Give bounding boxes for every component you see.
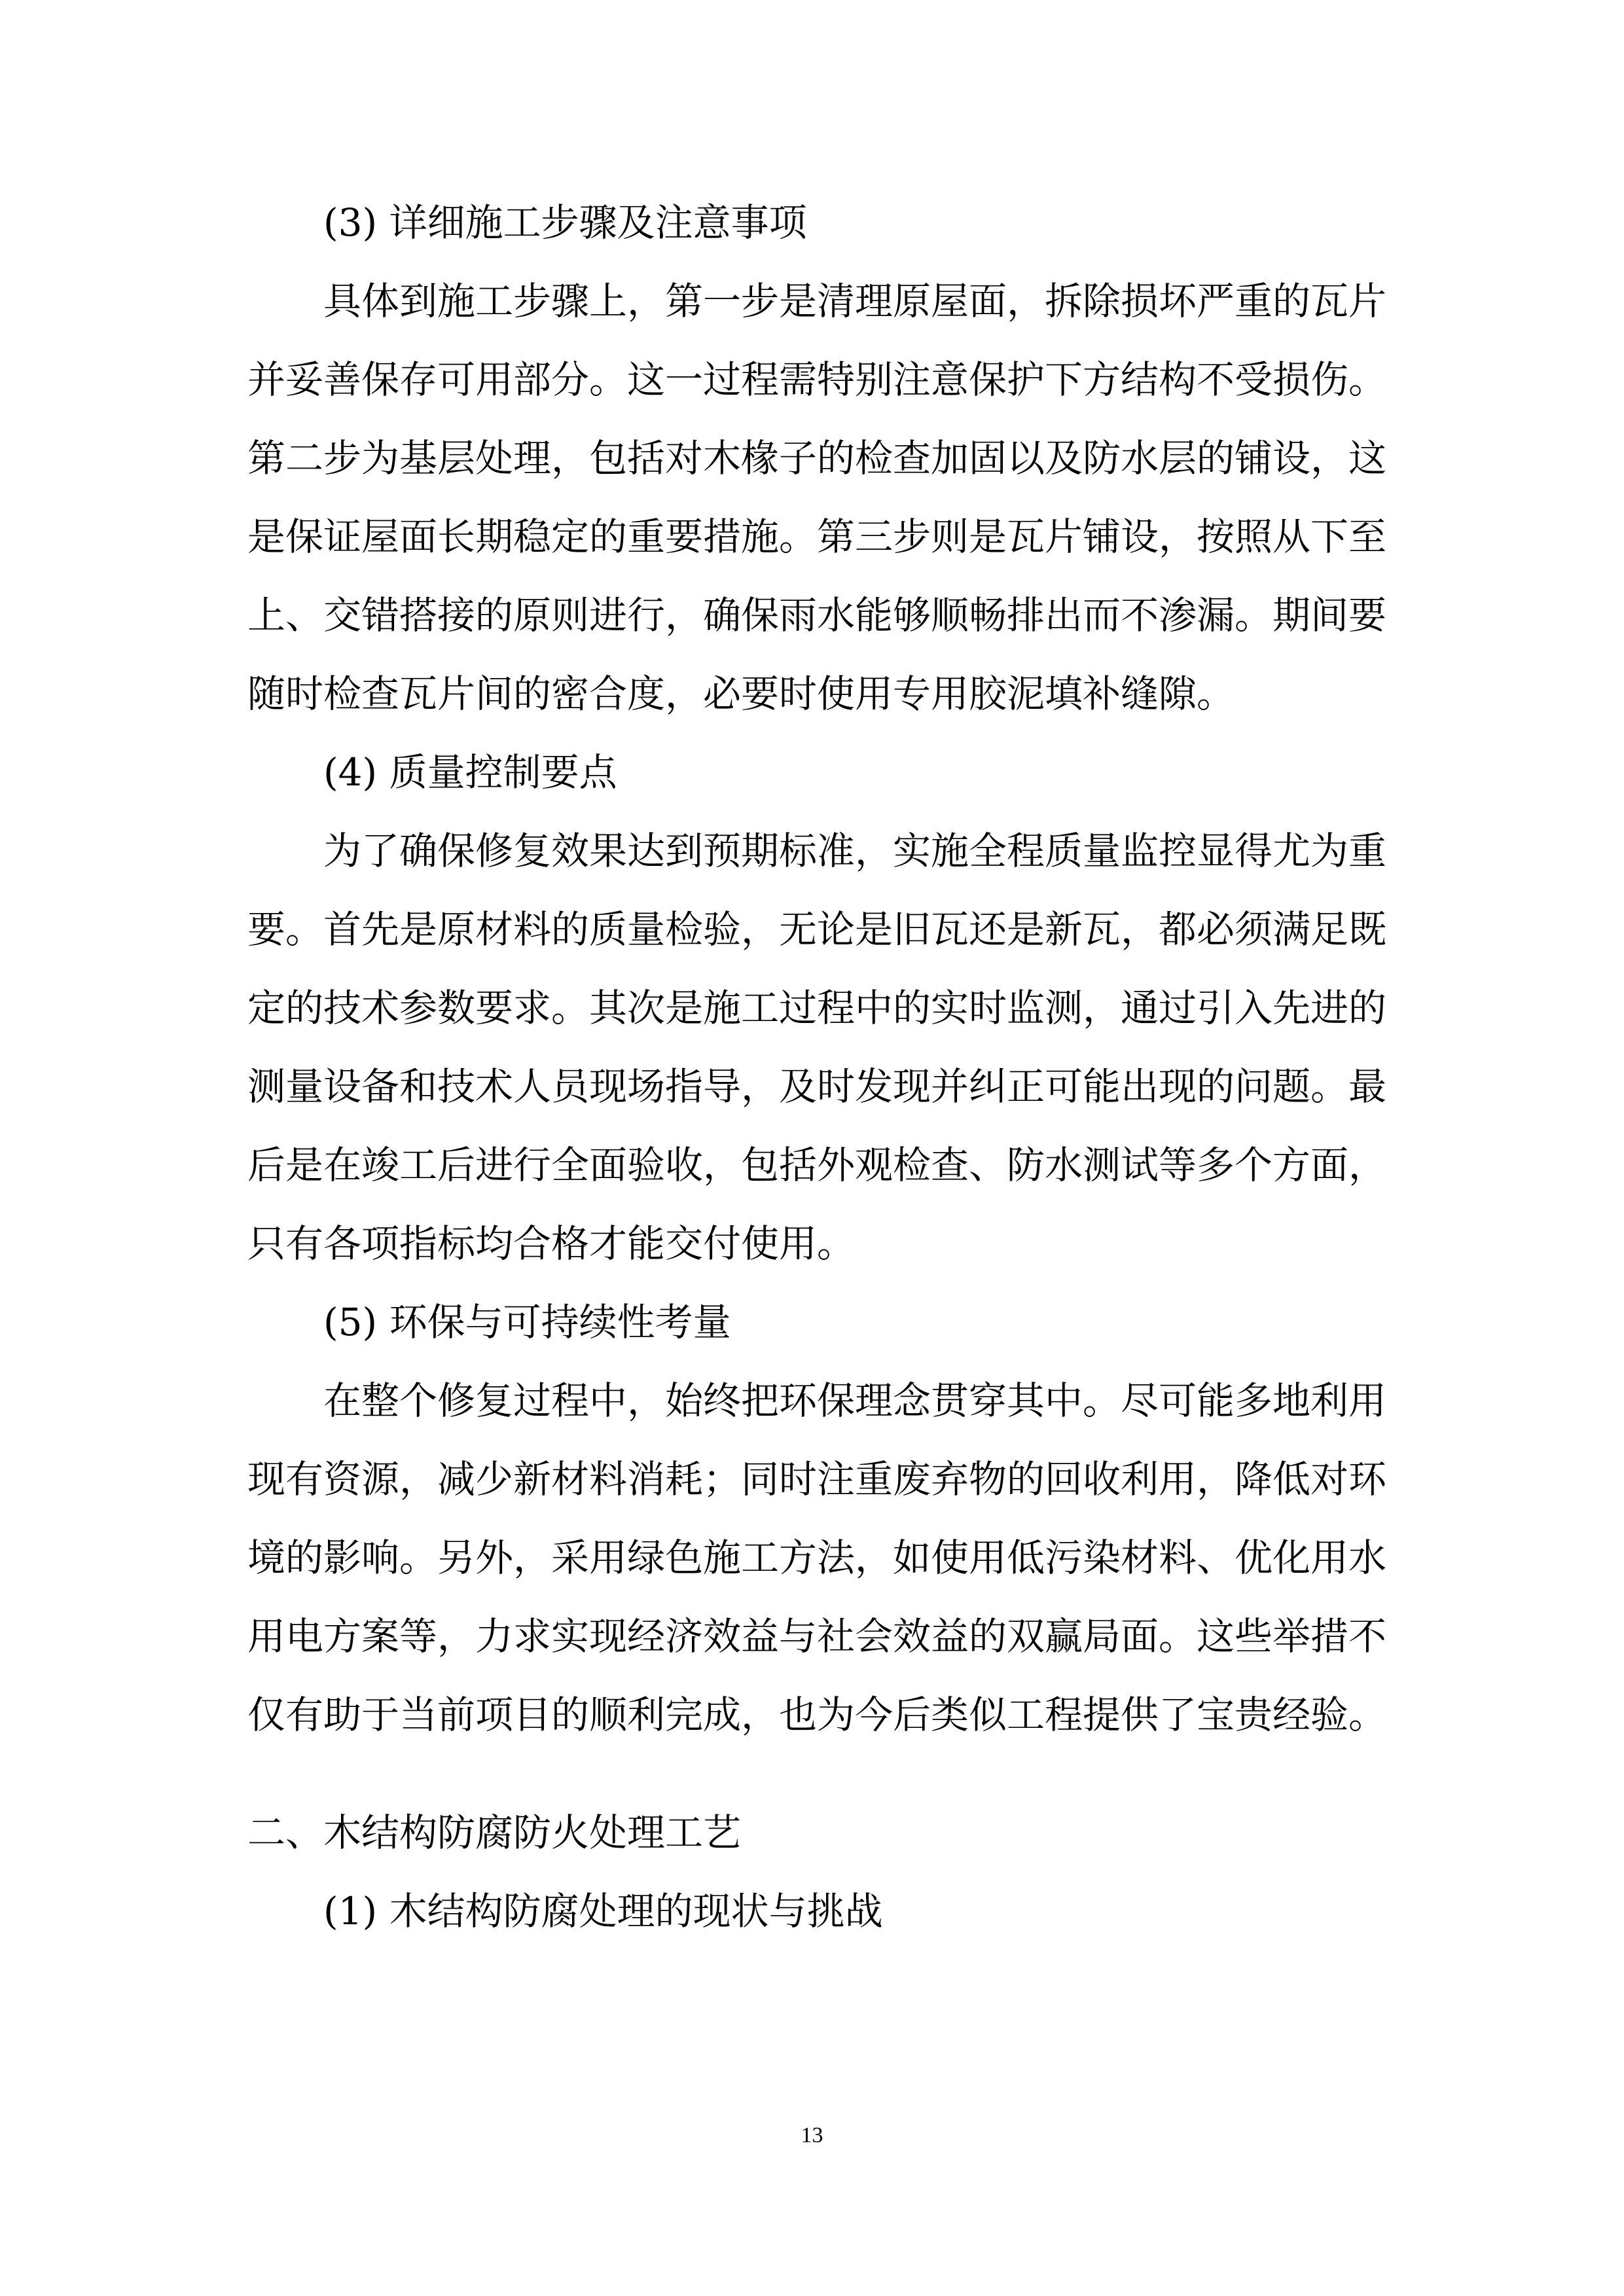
subheading-anticorrosion-status: (1) 木结构防腐处理的现状与挑战 (323, 1889, 883, 1933)
subheading-quality-control: (4) 质量控制要点 (323, 750, 617, 795)
paragraph-quality-control: 为了确保修复效果达到预期标准，实施全程质量监控显得尤为重要。首先是原材料的质量检验，无论是旧瓦还是新瓦，都必须满足既定的技术参数要求。其次是施工过程中的实时监测，通过引入先进的测量设备和技术人员现场指导，及时发现并纠正可能出现的问题。最后是在竣工后进行全面验收，包括外观检查、防水测试等多个方面，只有各项指标均合格才能交付使用。 (247, 829, 1387, 1266)
paragraph-environmental: 在整个修复过程中，始终把环保理念贯穿其中。尽可能多地利用现有资源，减少新材料消耗；同时注重废弃物的回收利用，降低对环境的影响。另外，采用绿色施工方法，如使用低污染材料、优化用水用电方案等，力求实现经济效益与社会效益的双赢局面。这些举措不仅有助于当前项目的顺利完成，也为今后类似工程提供了宝贵经验。 (247, 1378, 1387, 1737)
subheading-environmental: (5) 环保与可持续性考量 (323, 1300, 731, 1344)
section-heading-wood-structure: 二、木结构防腐防火处理工艺 (247, 1810, 742, 1855)
paragraph-construction-steps: 具体到施工步骤上，第一步是清理原屋面，拆除损坏严重的瓦片并妥善保存可用部分。这一过程需特别注意保护下方结构不受损伤。第二步为基层处理，包括对木椽子的检查加固以及防水层的铺设，这是保证屋面长期稳定的重要措施。第三步则是瓦片铺设，按照从下至上、交错搭接的原则进行，确保雨水能够顺畅排出而不渗漏。期间要随时检查瓦片间的密合度，必要时使用专用胶泥填补缝隙。 (247, 279, 1387, 716)
page-number: 13 (801, 2123, 823, 2147)
subheading-step-details: (3) 详细施工步骤及注意事项 (323, 200, 807, 245)
page-content (247, 183, 1386, 1950)
